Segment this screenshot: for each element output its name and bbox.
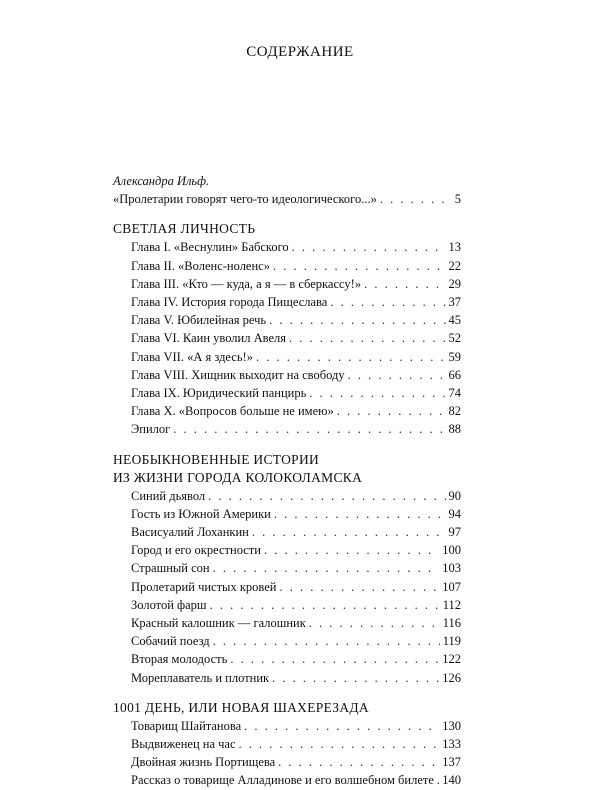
dot-leader (273, 257, 446, 275)
toc-entry (113, 596, 461, 614)
entry-page-number: 112 (442, 597, 461, 612)
dot-leader (309, 614, 440, 632)
toc-entry (113, 366, 461, 384)
entry-label: Гость из Южной Америки (131, 506, 271, 521)
entry-label: Золотой фарш (131, 597, 207, 612)
entry-page-number: 45 (448, 313, 461, 328)
dot-leader (364, 275, 445, 293)
entry-page-number: 13 (448, 240, 461, 255)
toc-entry (113, 735, 461, 753)
entry-label: Эпилог (131, 422, 171, 437)
dot-leader (272, 669, 439, 687)
entry-label: Рассказ о товарище Алладинове и его волшебном билете (131, 773, 434, 788)
toc-entry (113, 669, 461, 687)
dot-leader (274, 505, 446, 523)
entry-page-number: 52 (448, 331, 461, 346)
entry-label: Глава X. «Вопросов больше не имею» (131, 404, 334, 419)
entry-label: Глава V. Юбилейная речь (131, 313, 267, 328)
entry-label: Глава II. «Воленс-ноленс» (131, 258, 270, 273)
toc-entry (113, 632, 461, 650)
dot-leader (330, 293, 445, 311)
toc-entry (113, 384, 461, 402)
dot-leader (380, 190, 452, 208)
toc-entry (113, 505, 461, 523)
entry-label: Товарищ Шайтанова (131, 718, 242, 733)
dot-leader (289, 329, 446, 347)
entry-page-number: 103 (442, 561, 461, 576)
toc-entry (113, 717, 461, 735)
section-heading: ИЗ ЖИЗНИ ГОРОДА КОЛОКОЛАМСКА (113, 469, 363, 485)
entry-label: Вторая молодость (131, 652, 228, 667)
entry-page-number: 59 (448, 349, 461, 364)
toc-entry (113, 420, 461, 438)
dot-leader (208, 487, 445, 505)
entry-page-number: 119 (442, 634, 461, 649)
dot-leader (309, 384, 445, 402)
entry-label: Глава IV. История города Пищеслава (131, 295, 328, 310)
toc-entry (113, 257, 461, 275)
dot-leader (252, 523, 446, 541)
entry-label: Глава III. «Кто — куда, а я — в сберкассу!» (131, 276, 362, 291)
dot-leader (213, 632, 440, 650)
entry-label: Собачий поезд (131, 634, 210, 649)
toc-entry (113, 578, 461, 596)
entry-page-number: 116 (442, 616, 461, 631)
toc-entry (113, 293, 461, 311)
entry-label: Глава I. «Веснулин» Бабского (131, 240, 289, 255)
entry-page-number: 66 (448, 367, 461, 382)
dot-leader (210, 596, 440, 614)
entry-page-number: 82 (448, 404, 461, 419)
entry-page-number: 122 (442, 652, 461, 667)
entry-page-number: 88 (448, 422, 461, 437)
entry-label: Синий дьявол (131, 488, 206, 503)
dot-leader (230, 650, 439, 668)
dot-leader (244, 717, 439, 735)
toc-entry (113, 523, 461, 541)
dot-leader (173, 420, 445, 438)
dot-leader (256, 348, 446, 366)
entry-page-number: 107 (442, 579, 461, 594)
toc-entry (113, 559, 461, 577)
entry-page-number: 22 (448, 258, 461, 273)
entry-page-number: 90 (448, 488, 461, 503)
section-heading: 1001 ДЕНЬ, ИЛИ НОВАЯ ШАХЕРЕЗАДА (113, 699, 369, 715)
entry-page-number: 5 (454, 192, 461, 207)
entry-label: Пролетарий чистых кровей (131, 579, 277, 594)
entry-label: Красный калошник — галошник (131, 616, 306, 631)
entry-label: Страшный сон (131, 561, 210, 576)
toc-entry (113, 311, 461, 329)
entry-page-number: 37 (448, 295, 461, 310)
entry-label: Глава IX. Юридический панцирь (131, 386, 307, 401)
dot-leader (337, 402, 446, 420)
entry-label: Глава VII. «А я здесь!» (131, 349, 253, 364)
entry-page-number: 130 (442, 718, 461, 733)
entry-page-number: 137 (442, 755, 461, 770)
entry-label: «Пролетарии говорят чего-то идеологического...» (113, 192, 377, 207)
entry-label: Двойная жизнь Портищева (131, 755, 276, 770)
dot-leader (239, 735, 440, 753)
toc-entry (113, 487, 461, 505)
toc-entry-preface (113, 190, 461, 208)
toc-section (113, 699, 461, 790)
dot-leader (278, 753, 439, 771)
dot-leader (348, 366, 446, 384)
toc-entry (113, 650, 461, 668)
toc-entry (113, 771, 461, 789)
entry-label: Выдвиженец на час (131, 737, 236, 752)
toc-section (113, 220, 461, 438)
toc-entry (113, 614, 461, 632)
section-heading: НЕОБЫКНОВЕННЫЕ ИСТОРИИ (113, 451, 320, 467)
dot-leader (269, 311, 445, 329)
entry-page-number: 100 (442, 543, 461, 558)
dot-leader (279, 578, 439, 596)
toc-entry (113, 541, 461, 559)
entry-label: Мореплаватель и плотник (131, 670, 270, 685)
entry-page-number: 29 (448, 276, 461, 291)
page-title: СОДЕРЖАНИЕ (246, 44, 354, 60)
toc-entry (113, 275, 461, 293)
dot-leader (437, 771, 439, 789)
entry-page-number: 133 (442, 737, 461, 752)
entry-label: Васисуалий Лоханкин (131, 525, 249, 540)
entry-page-number: 126 (442, 670, 461, 685)
dot-leader (213, 559, 440, 577)
toc-entry (113, 753, 461, 771)
toc-entry (113, 348, 461, 366)
toc-entry (113, 402, 461, 420)
entry-label: Глава VI. Каин уволил Авеля (131, 331, 286, 346)
toc-section (113, 451, 461, 687)
preface-author: Александра Ильф. (113, 174, 210, 188)
toc-sections (113, 220, 461, 789)
dot-leader (264, 541, 439, 559)
toc-entry (113, 329, 461, 347)
section-heading: СВЕТЛАЯ ЛИЧНОСТЬ (113, 221, 256, 237)
entry-label: Глава VIII. Хищник выходит на свободу (131, 367, 345, 382)
toc-entry (113, 238, 461, 256)
entry-page-number: 74 (448, 386, 461, 401)
entry-label: Город и его окрестности (131, 543, 261, 558)
table-of-contents (113, 172, 461, 790)
dot-leader (292, 238, 446, 256)
entry-page-number: 140 (442, 773, 461, 788)
entry-page-number: 94 (448, 506, 461, 521)
entry-page-number: 97 (448, 525, 461, 540)
